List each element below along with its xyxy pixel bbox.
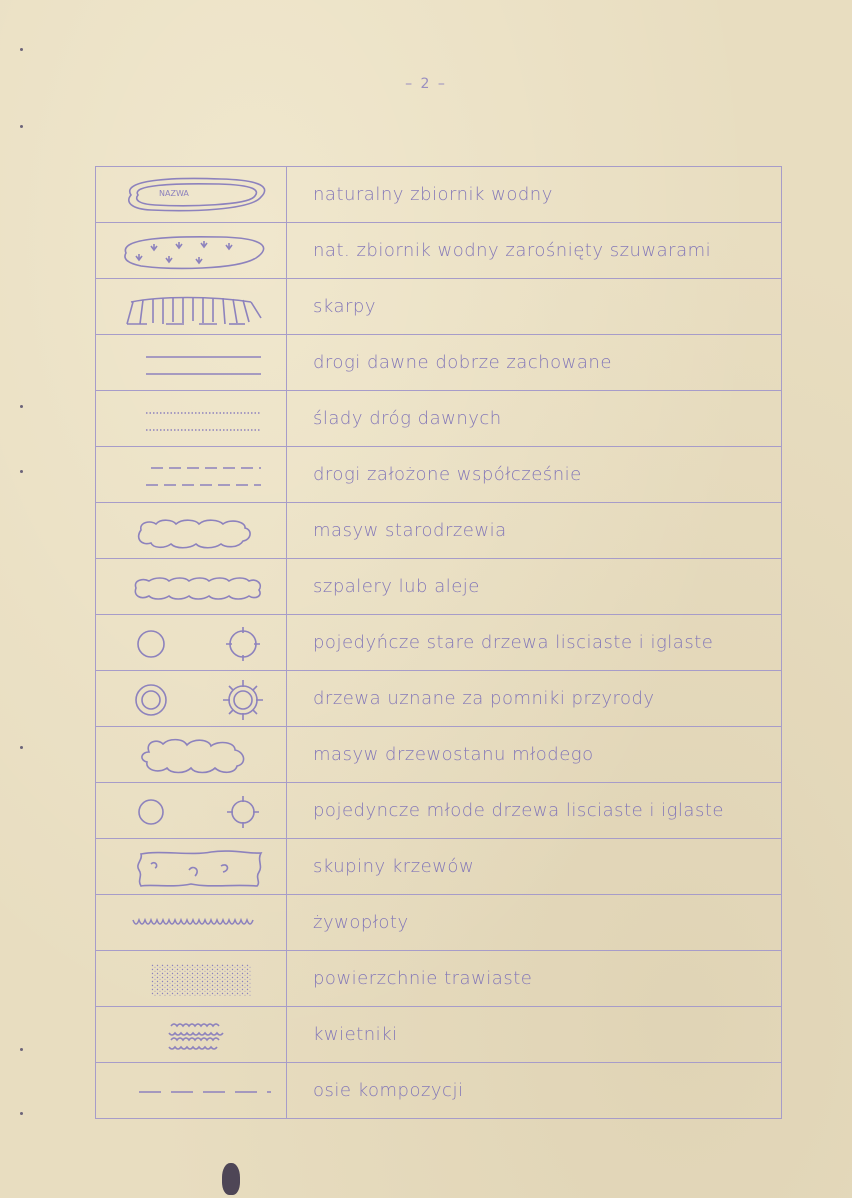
shrub-groups-icon <box>111 844 271 890</box>
coniferous-tree-icon <box>227 796 259 828</box>
legend-label: masyw drzewostanu młodego <box>287 727 782 783</box>
tree-rows-alleys-icon <box>111 564 271 610</box>
punch-mark <box>20 405 23 408</box>
reed-covered-reservoir-icon <box>111 228 271 274</box>
legend-row <box>96 335 782 391</box>
punch-mark <box>20 48 23 51</box>
page-number: – 2 – <box>405 76 447 92</box>
legend-symbol-cell <box>96 503 287 559</box>
punch-mark <box>20 470 23 473</box>
modern-roads-icon <box>111 452 271 498</box>
legend-row <box>96 559 782 615</box>
flower-beds-icon <box>111 1012 271 1058</box>
legend-symbol-cell <box>96 223 287 279</box>
legend-symbol-cell <box>96 1007 287 1063</box>
legend-row <box>96 783 782 839</box>
old-roads-preserved-icon <box>111 340 271 386</box>
legend-label: skupiny krzewów <box>287 839 782 895</box>
legend-symbol-cell <box>96 1063 287 1119</box>
punch-mark <box>20 125 23 128</box>
legend-symbol-cell <box>96 447 287 503</box>
legend-row <box>96 839 782 895</box>
legend-label: naturalny zbiornik wodny <box>287 167 782 223</box>
legend-label: osie kompozycji <box>287 1063 782 1119</box>
legend-row <box>96 671 782 727</box>
legend-label: nat. zbiornik wodny zarośnięty szuwarami <box>287 223 782 279</box>
legend-symbol-cell <box>96 671 287 727</box>
legend-symbol-cell <box>96 727 287 783</box>
legend-label: powierzchnie trawiaste <box>287 951 782 1007</box>
legend-table <box>95 166 782 1119</box>
legend-label: ślady dróg dawnych <box>287 391 782 447</box>
natural-monument-trees-icon <box>111 676 271 722</box>
old-road-traces-icon <box>111 396 271 442</box>
symbol-placeholder-text: NAZWA <box>159 188 189 198</box>
legend-symbol-cell <box>96 559 287 615</box>
legend-symbol-cell <box>96 335 287 391</box>
legend-label: pojedyncze młode drzewa lisciaste i iglaste <box>287 783 782 839</box>
legend-symbol-cell <box>96 279 287 335</box>
hedges-icon <box>111 900 271 946</box>
legend-row <box>96 1007 782 1063</box>
legend-row <box>96 727 782 783</box>
legend-row <box>96 167 782 223</box>
old-tree-mass-icon <box>111 508 271 554</box>
single-old-trees-icon <box>111 620 271 666</box>
legend-row <box>96 503 782 559</box>
legend-symbol-cell <box>96 391 287 447</box>
legend-label: pojedyńcze stare drzewa lisciaste i iglaste <box>287 615 782 671</box>
legend-label: masyw starodrzewia <box>287 503 782 559</box>
legend-label: drzewa uznane za pomniki przyrody <box>287 671 782 727</box>
composition-axes-icon <box>111 1068 271 1114</box>
ink-blot <box>222 1163 240 1195</box>
legend-symbol-cell <box>96 167 287 223</box>
legend-row <box>96 615 782 671</box>
legend-label: kwietniki <box>287 1007 782 1063</box>
legend-row <box>96 279 782 335</box>
slopes-icon <box>111 284 271 330</box>
legend-row <box>96 447 782 503</box>
single-young-trees-icon <box>111 788 271 834</box>
legend-row <box>96 895 782 951</box>
natural-water-reservoir-icon <box>111 172 271 218</box>
deciduous-tree-icon <box>139 800 163 824</box>
legend-symbol-cell <box>96 783 287 839</box>
legend-label: szpalery lub aleje <box>287 559 782 615</box>
legend-row <box>96 391 782 447</box>
punch-mark <box>20 746 23 749</box>
legend-label: drogi dawne dobrze zachowane <box>287 335 782 391</box>
grass-surfaces-icon <box>111 956 271 1002</box>
legend-row <box>96 223 782 279</box>
legend-row <box>96 951 782 1007</box>
legend-symbol-cell <box>96 951 287 1007</box>
deciduous-tree-icon <box>138 631 164 657</box>
young-tree-mass-icon <box>111 732 271 778</box>
legend-symbol-cell <box>96 615 287 671</box>
legend-row <box>96 1063 782 1119</box>
legend-symbol-cell <box>96 839 287 895</box>
legend-label: skarpy <box>287 279 782 335</box>
legend-symbol-cell <box>96 895 287 951</box>
punch-mark <box>20 1112 23 1115</box>
legend-label: żywopłoty <box>287 895 782 951</box>
coniferous-tree-icon <box>226 627 260 661</box>
punch-mark <box>20 1048 23 1051</box>
legend-label: drogi założone współcześnie <box>287 447 782 503</box>
